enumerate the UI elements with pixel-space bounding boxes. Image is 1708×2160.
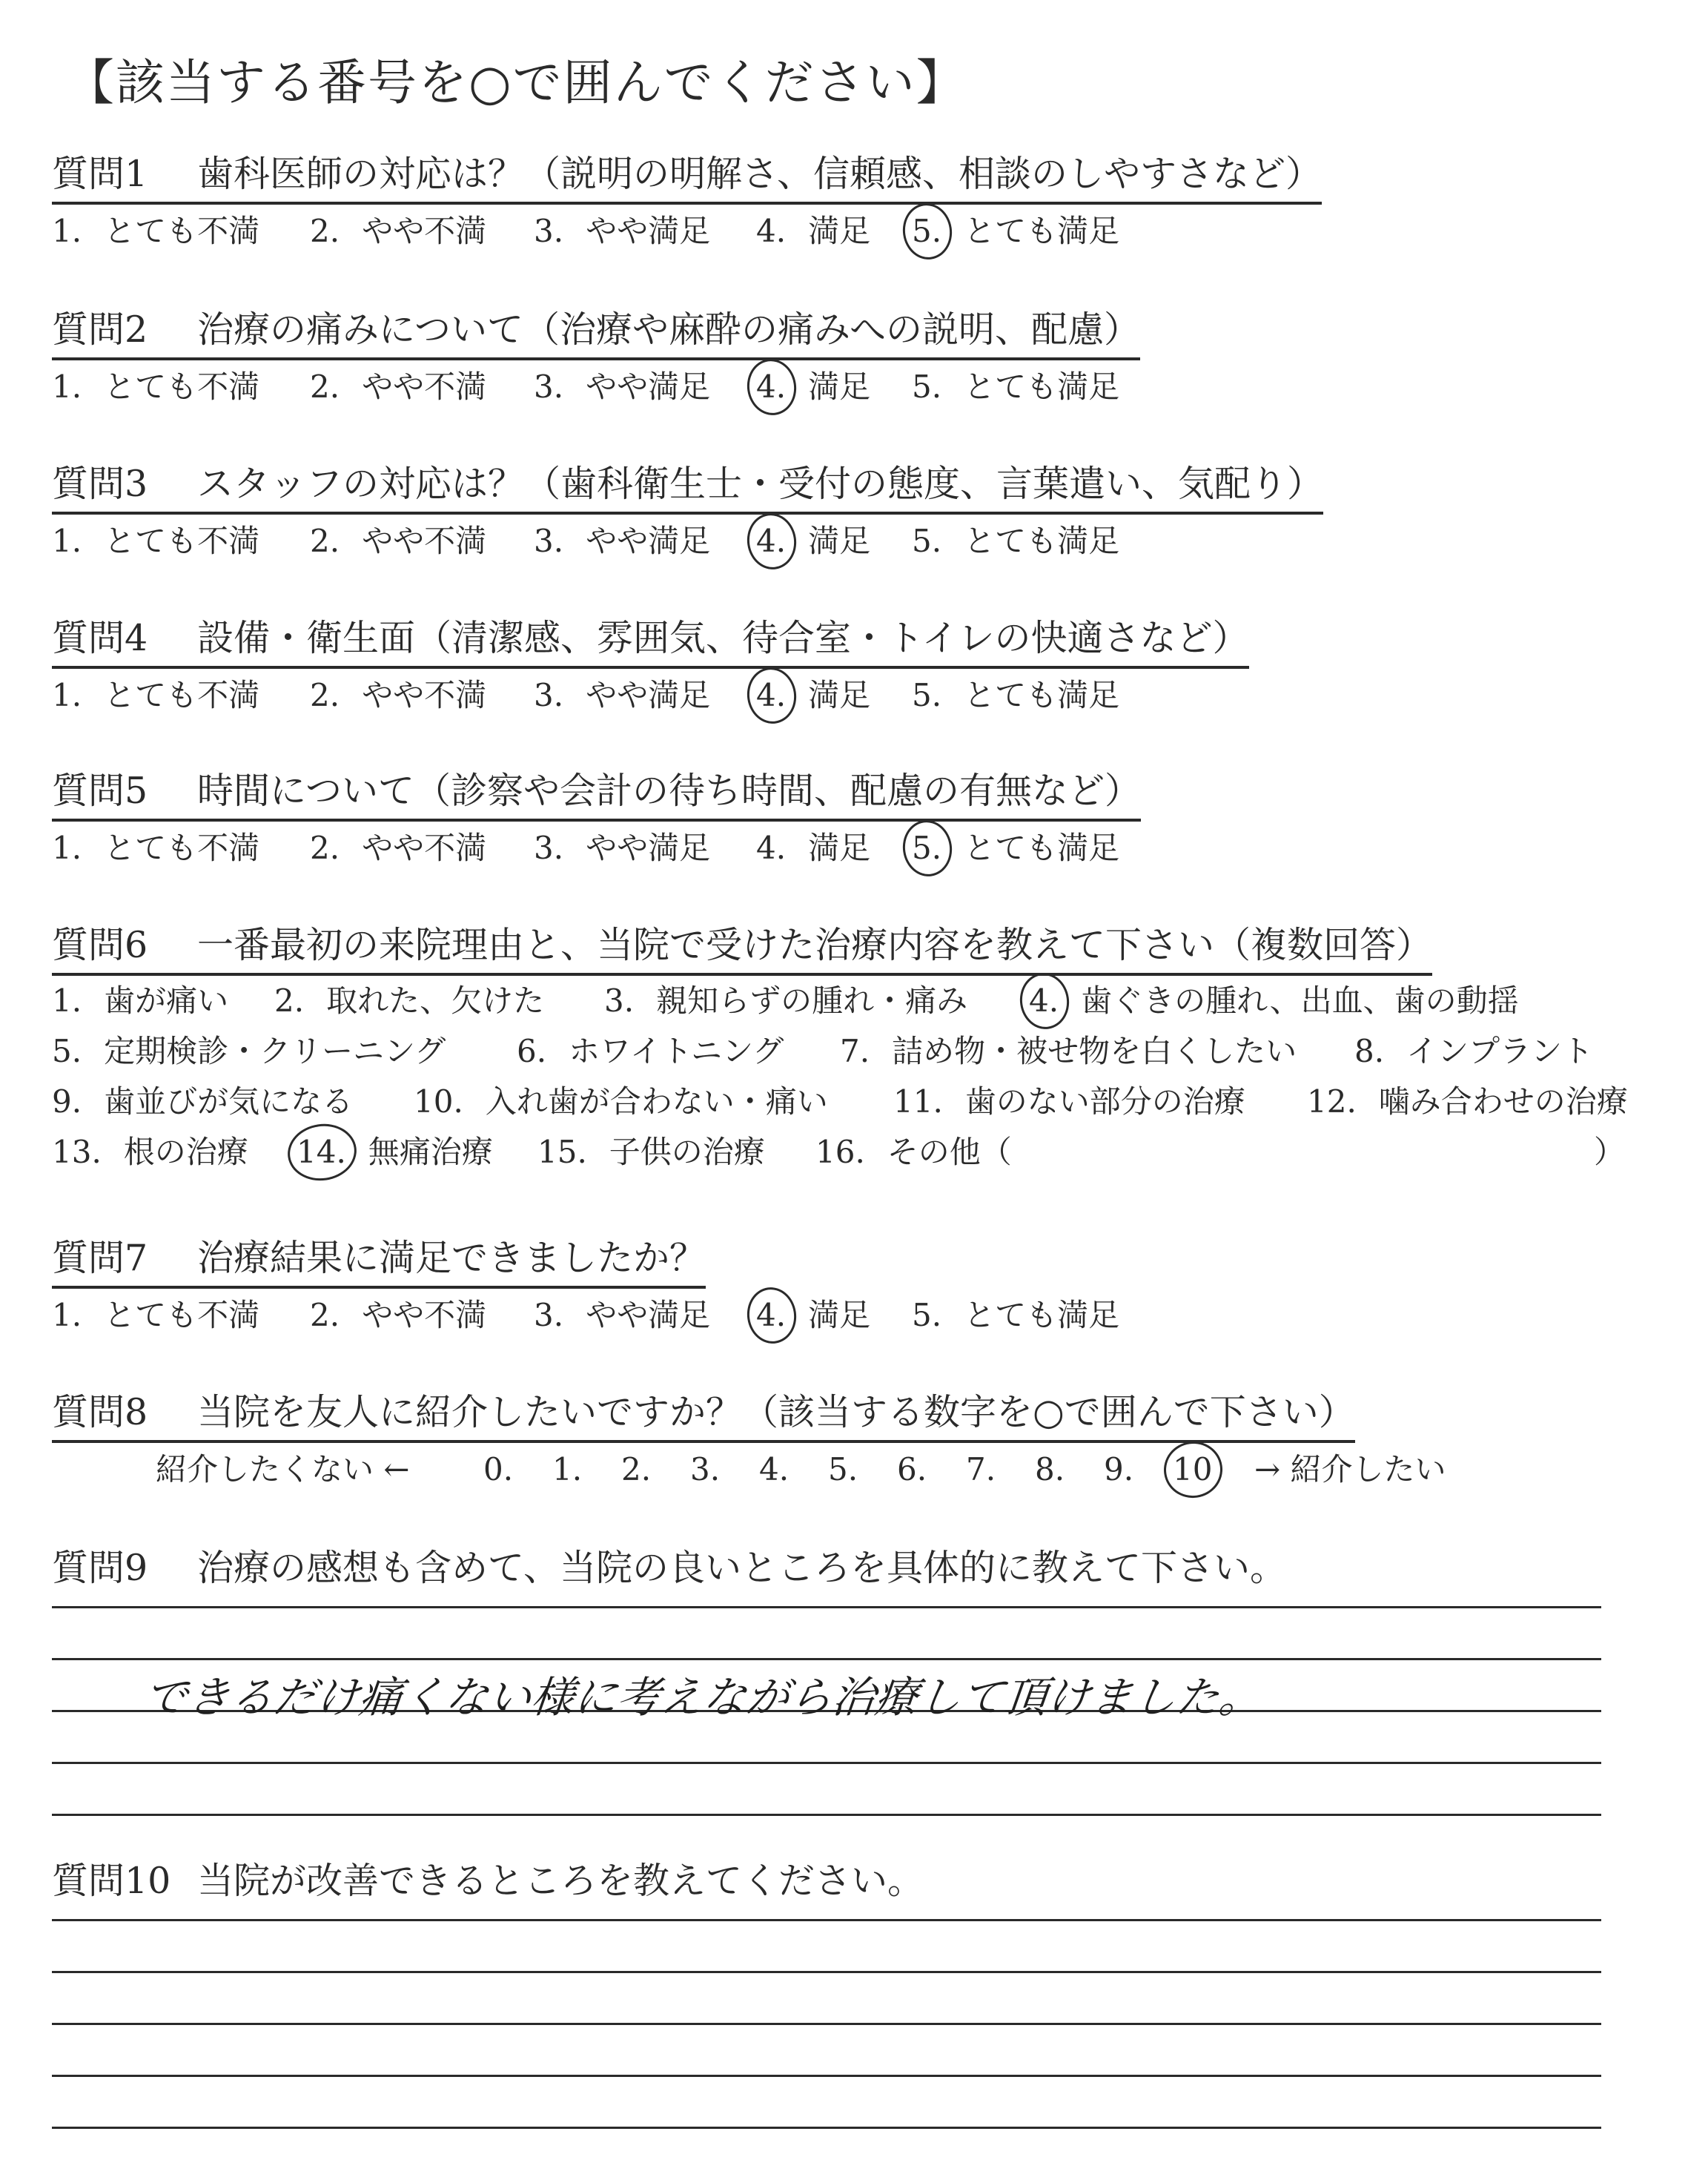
question-number: 質問4 [52,617,148,659]
question-text: 治療の痛みについて（治療や麻酔の痛みへの説明、配慮） [197,308,1141,351]
q2-option-4[interactable]: 4. 満足 [756,366,870,408]
q6-option-4[interactable]: 4. 歯ぐきの腫れ、出血、歯の動揺 [1029,980,1519,1022]
question-text: 治療結果に満足できましたか？ [197,1237,706,1279]
q4-option-1[interactable]: 1. とても不満 [52,677,260,713]
question-8 [52,1390,1355,1443]
q4-option-3[interactable]: 3. やや満足 [534,677,711,713]
answer-line [52,1658,1601,1660]
question-number: 質問6 [52,924,148,966]
question-5 [52,768,1141,822]
question-number: 質問10 [52,1860,171,1902]
q4-option-2[interactable]: 2. やや不満 [310,677,487,713]
q6-option-10[interactable]: 10. 入れ歯が合わない・痛い [414,1083,828,1120]
scale-value-2[interactable]: 2. [621,1451,652,1487]
scale-right-label: → 紹介したい [1254,1451,1446,1487]
question-3 [52,461,1323,515]
scale-value-5[interactable]: 5. [828,1451,858,1487]
q1-option-5[interactable]: 5. とても満足 [912,211,1119,252]
q2-option-5[interactable]: 5. とても満足 [912,369,1120,405]
scale-value-6[interactable]: 6. [897,1451,927,1487]
q7-option-1[interactable]: 1. とても不満 [52,1297,260,1333]
q2-option-2[interactable]: 2. やや不満 [310,369,487,405]
question-text: 歯科医師の対応は？（説明の明解さ、信頼感、相談のしやすさなど） [197,153,1323,195]
q7-option-2[interactable]: 2. やや不満 [310,1297,487,1333]
question-9 [52,1545,1286,1596]
q6-option-12[interactable]: 12. 噛み合わせの治療 [1307,1083,1628,1120]
q6-option-3[interactable]: 3. 親知らずの腫れ・痛み [604,982,968,1019]
q1-option-1[interactable]: 1. とても不満 [52,213,260,249]
answer-line [52,1606,1601,1608]
question-number: 質問9 [52,1547,148,1589]
question-text: 治療の感想も含めて、当院の良いところを具体的に教えて下さい。 [197,1547,1287,1589]
instruction-heading: 【該当する番号を○で囲んでください】 [65,54,967,111]
answer-line [52,1762,1601,1764]
answer-line [52,1919,1601,1921]
scale-value-7[interactable]: 7. [966,1451,996,1487]
scale-value-10[interactable]: 10 [1173,1449,1212,1490]
question-number: 質問3 [52,463,148,505]
answer-line [52,2127,1601,2129]
q3-option-3[interactable]: 3. やや満足 [534,523,711,559]
scale-value-3[interactable]: 3. [690,1451,721,1487]
question-10 [52,1858,924,1909]
q2-option-1[interactable]: 1. とても不満 [52,369,260,405]
answer-line [52,2075,1601,2077]
q1-option-2[interactable]: 2. やや不満 [310,213,487,249]
q5-option-2[interactable]: 2. やや不満 [310,830,487,866]
question-text: 当院を友人に紹介したいですか？（該当する数字を○で囲んで下さい） [197,1391,1355,1433]
scale-value-8[interactable]: 8. [1035,1451,1065,1487]
q3-option-5[interactable]: 5. とても満足 [912,523,1120,559]
question-number: 質問7 [52,1237,148,1279]
q5-option-5[interactable]: 5. とても満足 [912,828,1119,869]
q6-option-8[interactable]: 8. インプラント [1354,1033,1594,1069]
q1-option-3[interactable]: 3. やや満足 [534,213,711,249]
q6-option-15[interactable]: 15. 子供の治療 [537,1134,765,1170]
q6-option-2[interactable]: 2. 取れた、欠けた [274,982,545,1019]
q6-option-13[interactable]: 13. 根の治療 [52,1134,248,1170]
q3-option-4[interactable]: 4. 満足 [756,521,870,562]
q4-option-4[interactable]: 4. 満足 [756,675,870,716]
question-number: 質問8 [52,1391,148,1433]
question-text: 設備・衛生面（清潔感、雰囲気、待合室・トイレの快適さなど） [197,617,1249,659]
q2-option-3[interactable]: 3. やや満足 [534,369,711,405]
question-1 [52,151,1322,205]
scale-value-0[interactable]: 0. [483,1451,514,1487]
question-number: 質問1 [52,153,148,195]
question-4 [52,615,1249,669]
q6-option-14[interactable]: 14. 無痛治療 [297,1132,493,1173]
q5-option-1[interactable]: 1. とても不満 [52,830,260,866]
q6-option-6[interactable]: 6. ホワイトニング [517,1033,784,1069]
question-text: スタッフの対応は？（歯科衛生士・受付の態度、言葉遣い、気配り） [197,463,1324,505]
q7-option-4[interactable]: 4. 満足 [756,1295,870,1336]
q6-option-5[interactable]: 5. 定期検診・クリーニング [52,1033,446,1069]
question-7 [52,1235,706,1289]
q4-option-5[interactable]: 5. とても満足 [912,677,1120,713]
q7-option-5[interactable]: 5. とても満足 [912,1297,1120,1333]
question-text: 時間について（診察や会計の待ち時間、配慮の有無など） [197,770,1142,812]
scale-value-1[interactable]: 1. [552,1451,583,1487]
q6-option-11[interactable]: 11. 歯のない部分の治療 [893,1083,1245,1120]
scale-value-4[interactable]: 4. [759,1451,790,1487]
q6-option-7[interactable]: 7. 詰め物・被せ物を白くしたい [840,1033,1297,1069]
question-2 [52,307,1140,360]
q3-option-1[interactable]: 1. とても不満 [52,523,260,559]
answer-line [52,1814,1601,1816]
question-number: 質問5 [52,770,148,812]
q5-option-3[interactable]: 3. やや満足 [534,830,711,866]
q6-other-close-paren: ） [1594,1134,1626,1170]
question-number: 質問2 [52,308,148,351]
q6-option-1[interactable]: 1. 歯が痛い [52,982,229,1019]
answer-line [52,1971,1601,1973]
q6-option-16[interactable]: 16. その他（ [815,1134,1012,1170]
scale-value-9[interactable]: 9. [1104,1451,1134,1487]
question-6 [52,922,1432,976]
q7-option-3[interactable]: 3. やや満足 [534,1297,711,1333]
q9-handwritten-answer: できるだけ痛くない様に考えながら治療して頂けました。 [141,1672,1265,1723]
q3-option-2[interactable]: 2. やや不満 [310,523,487,559]
q6-option-9[interactable]: 9. 歯並びが気になる [52,1083,354,1120]
question-text: 一番最初の来院理由と、当院で受けた治療内容を教えて下さい（複数回答） [197,924,1433,966]
q5-option-4[interactable]: 4. 満足 [756,830,871,866]
q1-option-4[interactable]: 4. 満足 [756,213,871,249]
answer-line [52,2023,1601,2025]
question-text: 当院が改善できるところを教えてください。 [197,1860,924,1902]
scale-left-label: 紹介したくない ← [156,1451,410,1487]
